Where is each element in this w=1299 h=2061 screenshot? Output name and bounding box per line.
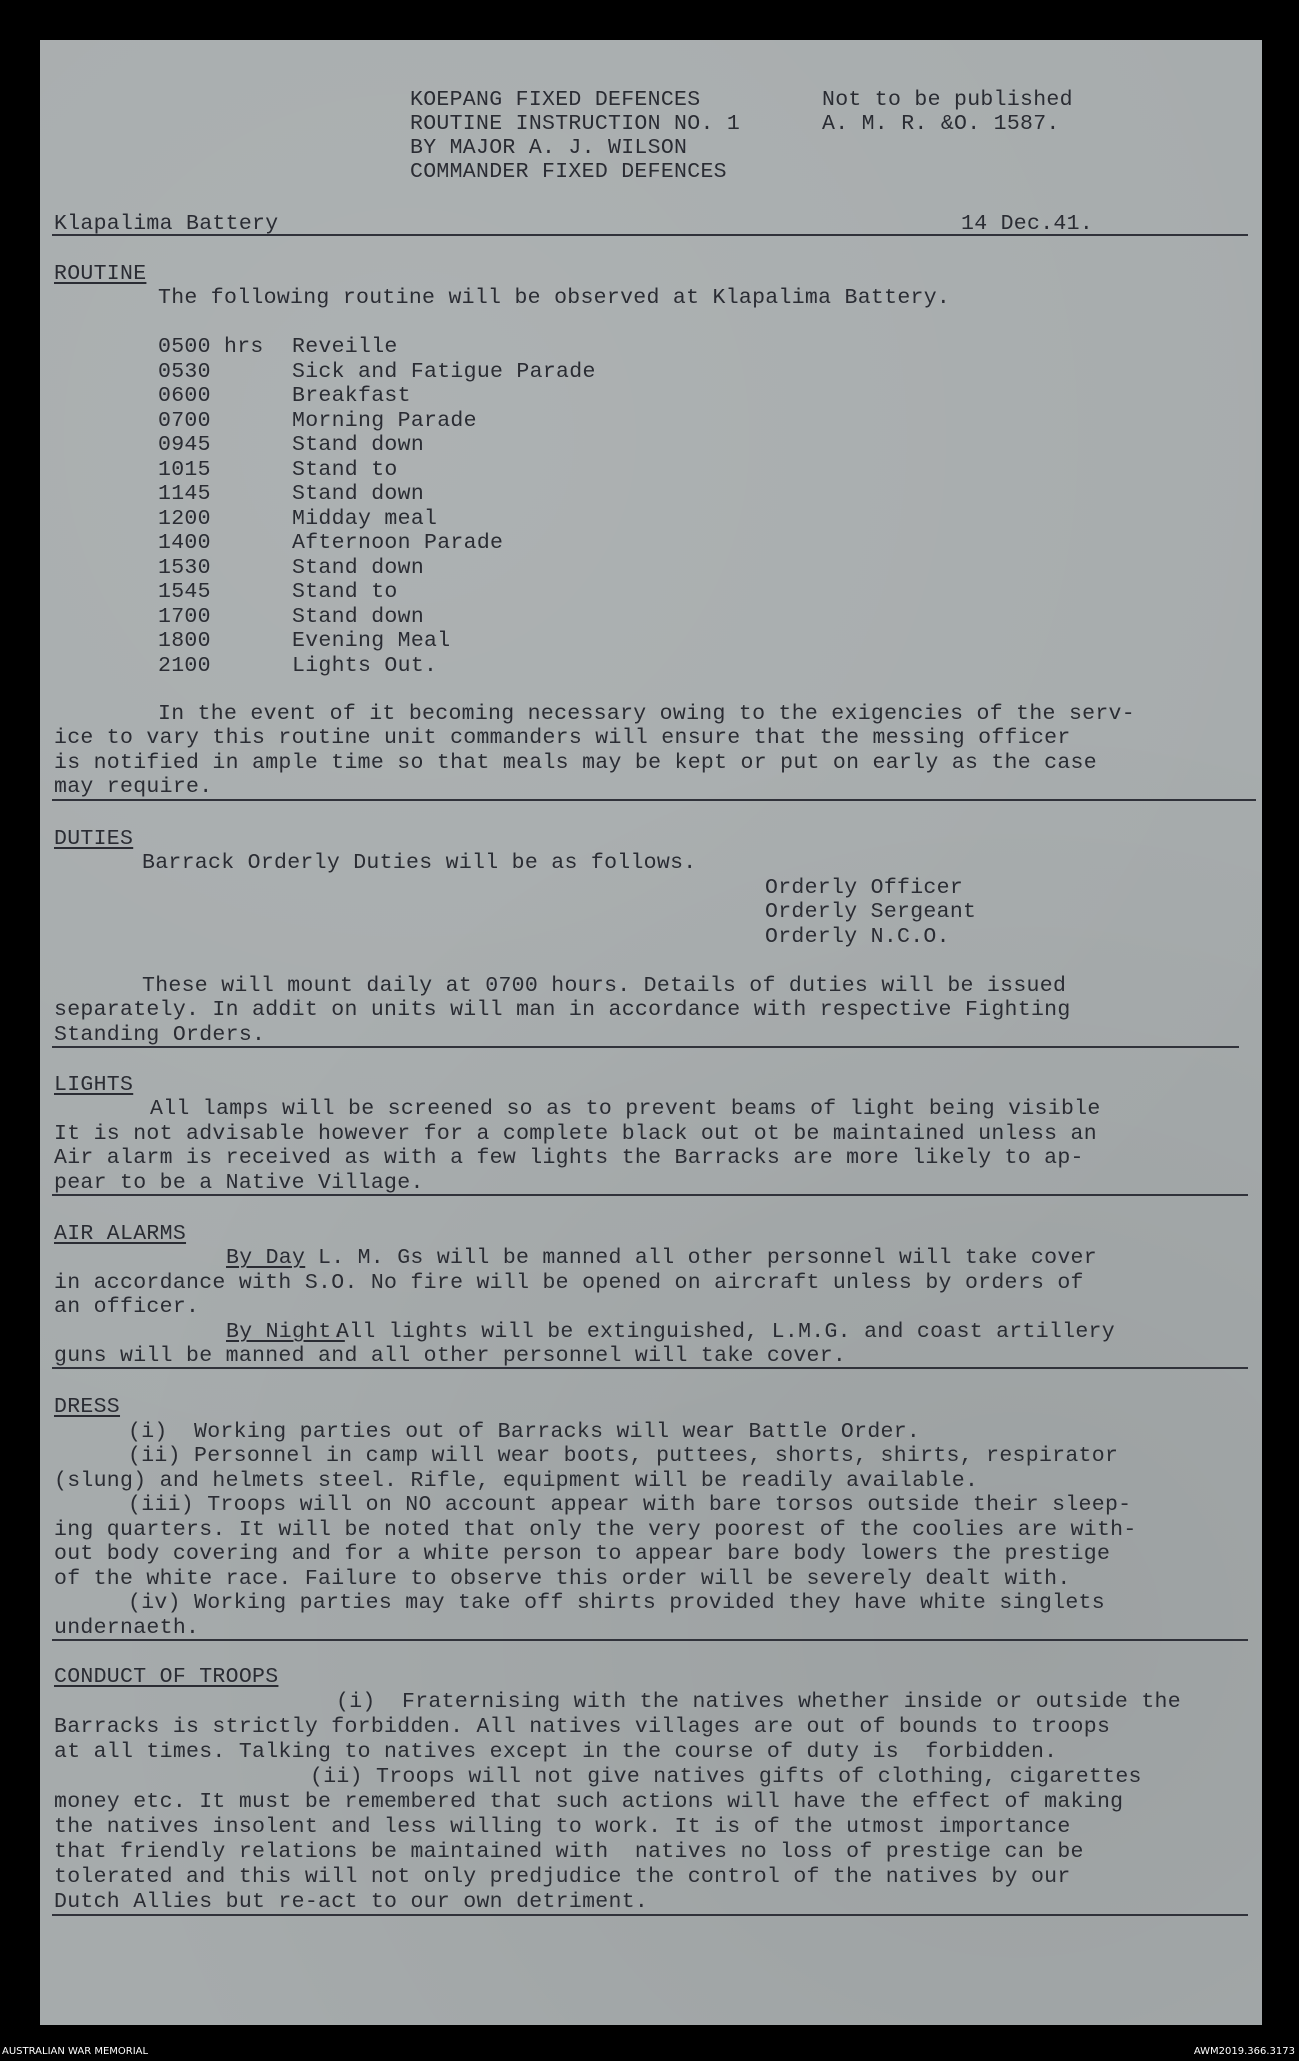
duties-heading: DUTIES	[54, 827, 134, 851]
divider	[52, 1367, 1248, 1369]
air-alarms-line: an officer.	[54, 1295, 200, 1319]
lights-paragraph-line: All lamps will be screened so as to prevent beams of light being visible	[150, 1097, 1101, 1121]
duty-item: Orderly Sergeant	[765, 900, 977, 924]
schedule-activity: Evening Meal	[292, 629, 451, 653]
order-reference: A. M. R. &O. 1587.	[822, 112, 1060, 136]
schedule-activity: Stand down	[292, 555, 425, 580]
schedule-activity: Morning Parade	[292, 408, 477, 433]
schedule-time: 1145	[158, 482, 211, 506]
by-day-label: By Day	[226, 1246, 306, 1270]
footer-credit: AUSTRALIAN WAR MEMORIAL	[2, 2046, 149, 2057]
routine-paragraph-line: ice to vary this routine unit commanders will ensure that the messing officer	[54, 726, 1071, 750]
schedule-time: 2100	[158, 653, 211, 678]
schedule-activity: Stand to	[292, 580, 398, 604]
schedule-activity: Lights Out.	[292, 653, 438, 678]
duty-item: Orderly Officer	[765, 876, 964, 900]
conduct-line: Dutch Allies but re-act to our own detriment.	[54, 1890, 649, 1914]
schedule-time: 1800	[158, 629, 211, 653]
schedule-activity: Stand down	[292, 604, 425, 629]
divider	[52, 1914, 1248, 1916]
schedule-activity: Stand down	[292, 433, 425, 457]
routine-paragraph-line: may require.	[54, 775, 213, 799]
schedule-time: 1400	[158, 531, 211, 555]
schedule-time: 0530	[158, 359, 211, 384]
air-alarms-line: guns will be manned and all other personnel will take cover.	[54, 1344, 847, 1368]
publication-note: Not to be published	[822, 88, 1073, 112]
by-night-label: By Night.	[226, 1320, 345, 1344]
schedule-time: 1700	[158, 604, 211, 629]
schedule-activity: Reveille	[292, 335, 398, 359]
footer-reference: AWM2019.366.3173	[1193, 2046, 1295, 2057]
conduct-line: Barracks is strictly forbidden. All natives villages are out of bounds to troops	[54, 1715, 1111, 1739]
divider	[52, 1639, 1248, 1641]
routine-paragraph-line: is notified in ample time so that meals may be kept or put on early as the case	[54, 751, 1097, 775]
header-line-3: BY MAJOR A. J. WILSON	[410, 136, 688, 160]
divider	[52, 1194, 1248, 1196]
routine-paragraph-line: In the event of it becoming necessary owing to the exigencies of the serv-	[158, 702, 1135, 726]
dress-line: (iii) Troops will on NO account appear with bare torsos outside their sleep-	[128, 1493, 1132, 1517]
duties-intro: Barrack Orderly Duties will be as follows.	[142, 851, 697, 875]
date: 14 Dec.41.	[961, 212, 1094, 236]
lights-paragraph-line: Air alarm is received as with a few lights the Barracks are more likely to ap-	[54, 1146, 1084, 1170]
header-line-2: ROUTINE INSTRUCTION NO. 1	[410, 112, 741, 136]
divider	[52, 1046, 1239, 1048]
dress-line: (ii) Personnel in camp will wear boots, puttees, shorts, shirts, respirator	[128, 1444, 1119, 1468]
header-line-1: KOEPANG FIXED DEFENCES	[410, 88, 701, 112]
schedule-activity: Midday meal	[292, 506, 438, 531]
schedule-time: 1545	[158, 580, 211, 604]
dress-line: (slung) and helmets steel. Rifle, equipment will be readily available.	[54, 1469, 979, 1493]
header-line-4: COMMANDER FIXED DEFENCES	[410, 160, 727, 184]
conduct-line: tolerated and this will not only predjudice the control of the natives by our	[54, 1865, 1071, 1889]
duty-item: Orderly N.C.O.	[765, 925, 950, 949]
dress-line: ing quarters. It will be noted that only the very poorest of the coolies are with-	[54, 1518, 1137, 1542]
location: Klapalima Battery	[54, 212, 279, 236]
divider	[52, 234, 1248, 236]
dress-line: of the white race. Failure to observe this order will be severely dealt with.	[54, 1567, 1071, 1591]
dress-line: out body covering and for a white person to appear bare body lowers the prestige	[54, 1542, 1111, 1566]
conduct-line: at all times. Talking to natives except in the course of duty is forbidden.	[54, 1740, 1058, 1764]
conduct-heading: CONDUCT OF TROOPS	[54, 1665, 279, 1689]
divider	[52, 799, 1256, 801]
conduct-line: (ii) Troops will not give natives gifts of clothing, cigarettes	[310, 1765, 1142, 1789]
conduct-line: money etc. It must be remembered that such actions will have the effect of making	[54, 1790, 1124, 1814]
routine-heading: ROUTINE	[54, 262, 147, 286]
schedule-time: 1530	[158, 555, 211, 580]
routine-intro: The following routine will be observed at Klapalima Battery.	[158, 286, 951, 310]
schedule-time: 0945	[158, 433, 211, 457]
conduct-line: that friendly relations be maintained with natives no loss of prestige can be	[54, 1840, 1084, 1864]
schedule-time: 1015	[158, 457, 211, 482]
schedule-activity: Breakfast	[292, 384, 411, 408]
dress-line: (iv) Working parties may take off shirts provided they have white singlets	[128, 1591, 1105, 1615]
lights-heading: LIGHTS	[54, 1073, 134, 1097]
conduct-line: the natives insolent and less willing to work. It is of the utmost importance	[54, 1815, 1071, 1839]
air-alarms-line: All lights will be extinguished, L.M.G. and coast artillery	[336, 1320, 1115, 1344]
schedule-activity: Afternoon Parade	[292, 531, 504, 555]
schedule-activity: Stand down	[292, 482, 425, 506]
dress-heading: DRESS	[54, 1395, 121, 1419]
air-alarms-heading: AIR ALARMS	[54, 1222, 187, 1246]
schedule-time: 0700	[158, 408, 211, 433]
schedule-activity: Sick and Fatigue Parade	[292, 359, 596, 384]
air-alarms-line: in accordance with S.O. No fire will be opened on aircraft unless by orders of	[54, 1271, 1084, 1295]
schedule-time: 0600	[158, 384, 211, 408]
dress-line: undernaeth.	[54, 1616, 200, 1640]
lights-paragraph-line: pear to be a Native Village.	[54, 1171, 424, 1195]
dress-line: (i) Working parties out of Barracks will wear Battle Order.	[128, 1420, 921, 1444]
air-alarms-line: L. M. Gs will be manned all other personnel will take cover	[318, 1246, 1097, 1270]
lights-paragraph-line: It is not advisable however for a complete black out ot be maintained unless an	[54, 1122, 1097, 1146]
duties-paragraph-line: separately. In addit on units will man in accordance with respective Fighting	[54, 998, 1071, 1022]
duties-paragraph-line: Standing Orders.	[54, 1023, 266, 1047]
schedule-time: 0500 hrs	[158, 335, 264, 359]
schedule-time: 1200	[158, 506, 211, 531]
duties-paragraph-line: These will mount daily at 0700 hours. Details of duties will be issued	[142, 974, 1067, 998]
conduct-line: (i) Fraternising with the natives whether inside or outside the	[336, 1690, 1181, 1714]
schedule-activity: Stand to	[292, 457, 398, 482]
